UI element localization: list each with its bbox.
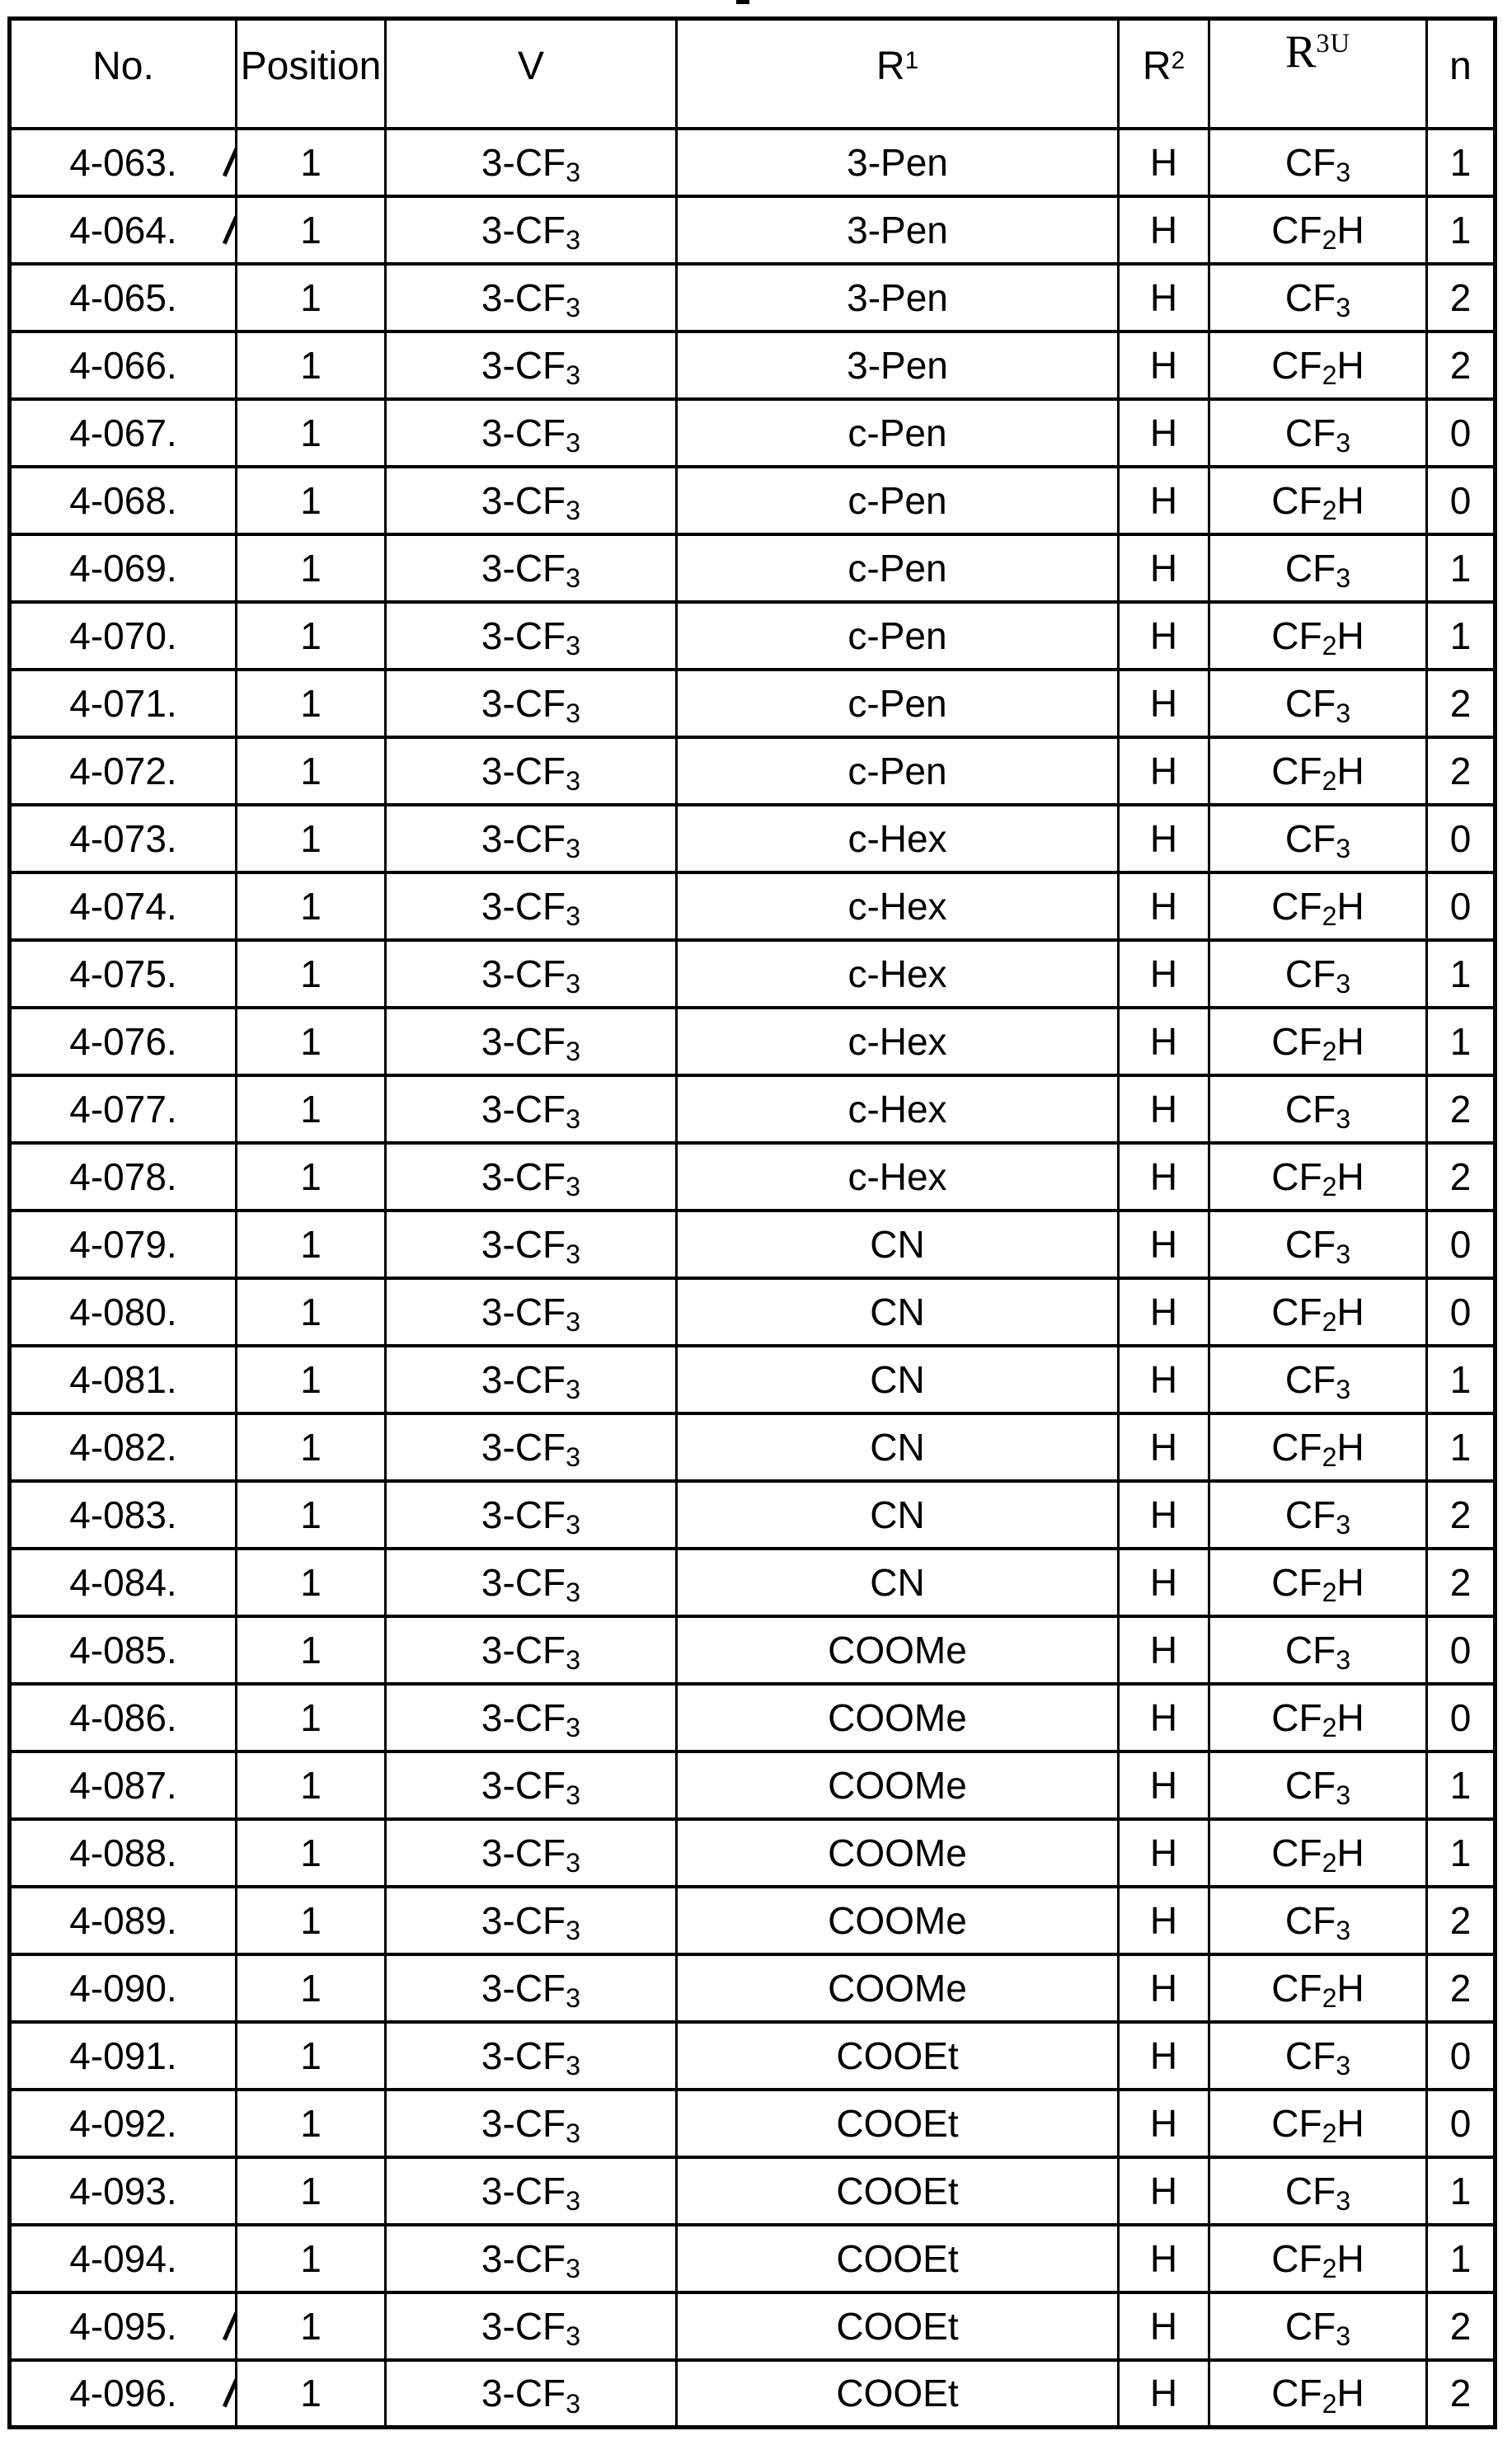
cell-r1: 3-Pen xyxy=(677,196,1119,264)
cell-r3u: $CF_2H$ xyxy=(1209,196,1427,264)
cell-n: 0 xyxy=(1427,2090,1496,2157)
cell-r3u: $CF_3$ xyxy=(1209,2292,1427,2360)
column-header-r3u: $R^{3U}$ xyxy=(1209,19,1427,129)
cell-no: 4-089. xyxy=(10,1887,237,1954)
cell-n: 0 xyxy=(1427,1684,1496,1751)
cell-r2: H xyxy=(1119,1954,1209,2022)
cell-r1: c-Hex xyxy=(677,1143,1119,1211)
cell-r3u: $CF_3$ xyxy=(1209,264,1427,331)
cell-no: 4-085. xyxy=(10,1616,237,1684)
cell-position: 1 xyxy=(237,2292,386,2360)
cell-position: 1 xyxy=(237,670,386,737)
cell-v: $3-CF_3$ xyxy=(386,331,677,399)
table-row xyxy=(10,1346,1496,1413)
cell-no: 4-082. xyxy=(10,1413,237,1481)
cell-r3u: $CF_2H$ xyxy=(1209,872,1427,940)
cell-r2: H xyxy=(1119,1819,1209,1887)
table-row xyxy=(10,670,1496,737)
cell-r2: H xyxy=(1119,737,1209,805)
table-row xyxy=(10,805,1496,872)
cell-no: 4-083. xyxy=(10,1481,237,1549)
cell-no: 4-068. xyxy=(10,467,237,534)
scan-tick-mark xyxy=(223,148,237,176)
cell-v: $3-CF_3$ xyxy=(386,1549,677,1616)
cell-r1: c-Hex xyxy=(677,1008,1119,1075)
cell-n: 2 xyxy=(1427,2292,1496,2360)
cell-r2: H xyxy=(1119,2292,1209,2360)
cell-position: 1 xyxy=(237,1616,386,1684)
cell-r1: COOEt xyxy=(677,2090,1119,2157)
cell-r2: H xyxy=(1119,940,1209,1008)
cell-r2: H xyxy=(1119,1346,1209,1413)
cell-no: 4-066. xyxy=(10,331,237,399)
scan-tick-mark xyxy=(223,2311,237,2340)
cell-n: 1 xyxy=(1427,1346,1496,1413)
cell-n: 0 xyxy=(1427,2022,1496,2090)
cell-r3u: $CF_3$ xyxy=(1209,399,1427,467)
cell-r1: c-Pen xyxy=(677,670,1119,737)
cell-v: $3-CF_3$ xyxy=(386,2022,677,2090)
cell-r1: 3-Pen xyxy=(677,264,1119,331)
cell-position: 1 xyxy=(237,940,386,1008)
cell-r2: H xyxy=(1119,1751,1209,1819)
cell-r1: c-Pen xyxy=(677,534,1119,602)
cell-n: 1 xyxy=(1427,1819,1496,1887)
column-header-no: No. xyxy=(10,19,237,129)
cell-no: 4-081. xyxy=(10,1346,237,1413)
cell-r2: H xyxy=(1119,602,1209,670)
cell-r2: H xyxy=(1119,196,1209,264)
cell-r1: COOMe xyxy=(677,1819,1119,1887)
cell-no: 4-096. xyxy=(10,2360,237,2428)
cell-r3u: $CF_2H$ xyxy=(1209,1143,1427,1211)
cell-v: $3-CF_3$ xyxy=(386,1143,677,1211)
table-header-row xyxy=(10,19,1496,129)
cell-r1: 3-Pen xyxy=(677,129,1119,196)
cell-position: 1 xyxy=(237,1278,386,1346)
cell-r3u: $CF_2H$ xyxy=(1209,1954,1427,2022)
cell-r2: H xyxy=(1119,2157,1209,2225)
cell-v: $3-CF_3$ xyxy=(386,1008,677,1075)
table-row xyxy=(10,1887,1496,1954)
cell-no: 4-086. xyxy=(10,1684,237,1751)
cell-no: 4-092. xyxy=(10,2090,237,2157)
cell-r2: H xyxy=(1119,331,1209,399)
cell-r2: H xyxy=(1119,1143,1209,1211)
cell-no: 4-080. xyxy=(10,1278,237,1346)
cell-no: 4-076. xyxy=(10,1008,237,1075)
cell-no: 4-088. xyxy=(10,1819,237,1887)
table-row xyxy=(10,1413,1496,1481)
cell-v: $3-CF_3$ xyxy=(386,1481,677,1549)
cell-n: 1 xyxy=(1427,940,1496,1008)
cell-n: 2 xyxy=(1427,1887,1496,1954)
cell-n: 1 xyxy=(1427,1751,1496,1819)
cell-r2: H xyxy=(1119,2022,1209,2090)
cell-v: $3-CF_3$ xyxy=(386,399,677,467)
cell-r1: COOMe xyxy=(677,1616,1119,1684)
cell-no: 4-075. xyxy=(10,940,237,1008)
cell-r3u: $CF_3$ xyxy=(1209,1616,1427,1684)
cell-position: 1 xyxy=(237,1143,386,1211)
cell-v: $3-CF_3$ xyxy=(386,2225,677,2292)
cell-n: 0 xyxy=(1427,872,1496,940)
cell-v: $3-CF_3$ xyxy=(386,940,677,1008)
cell-v: $3-CF_3$ xyxy=(386,872,677,940)
compound-table xyxy=(7,16,1497,2429)
cell-v: $3-CF_3$ xyxy=(386,1887,677,1954)
cell-r2: H xyxy=(1119,805,1209,872)
cell-n: 1 xyxy=(1427,1413,1496,1481)
cell-no: 4-087. xyxy=(10,1751,237,1819)
cell-position: 1 xyxy=(237,196,386,264)
table-row xyxy=(10,1211,1496,1278)
cell-v: $3-CF_3$ xyxy=(386,1413,677,1481)
cell-n: 0 xyxy=(1427,1616,1496,1684)
cell-r3u: $CF_2H$ xyxy=(1209,467,1427,534)
cell-r2: H xyxy=(1119,467,1209,534)
cell-v: $3-CF_3$ xyxy=(386,534,677,602)
cell-r3u: $CF_2H$ xyxy=(1209,331,1427,399)
cell-r2: H xyxy=(1119,534,1209,602)
table-row xyxy=(10,1278,1496,1346)
table-row xyxy=(10,331,1496,399)
cell-r1: COOMe xyxy=(677,1887,1119,1954)
cell-r2: H xyxy=(1119,1075,1209,1143)
cell-r2: H xyxy=(1119,670,1209,737)
cell-r2: H xyxy=(1119,264,1209,331)
cell-r3u: $CF_3$ xyxy=(1209,1751,1427,1819)
cell-n: 2 xyxy=(1427,1143,1496,1211)
cell-v: $3-CF_3$ xyxy=(386,737,677,805)
cell-position: 1 xyxy=(237,129,386,196)
cell-no: 4-071. xyxy=(10,670,237,737)
column-header-position: Position xyxy=(237,19,386,129)
cell-position: 1 xyxy=(237,602,386,670)
cell-no: 4-077. xyxy=(10,1075,237,1143)
table-row xyxy=(10,1684,1496,1751)
cell-position: 1 xyxy=(237,1549,386,1616)
table-row xyxy=(10,1008,1496,1075)
cell-position: 1 xyxy=(237,1211,386,1278)
cell-no: 4-070. xyxy=(10,602,237,670)
cell-position: 1 xyxy=(237,1481,386,1549)
cell-r3u: $CF_3$ xyxy=(1209,534,1427,602)
cell-n: 1 xyxy=(1427,129,1496,196)
cell-r3u: $CF_2H$ xyxy=(1209,1008,1427,1075)
cell-v: $3-CF_3$ xyxy=(386,1346,677,1413)
cell-r1: COOEt xyxy=(677,2225,1119,2292)
cell-v: $3-CF_3$ xyxy=(386,1751,677,1819)
cell-v: $3-CF_3$ xyxy=(386,1684,677,1751)
cell-r3u: $CF_2H$ xyxy=(1209,2090,1427,2157)
table-row xyxy=(10,737,1496,805)
table-row xyxy=(10,2090,1496,2157)
table-row xyxy=(10,196,1496,264)
cell-r1: CN xyxy=(677,1278,1119,1346)
cell-r1: c-Pen xyxy=(677,737,1119,805)
cell-v: $3-CF_3$ xyxy=(386,2157,677,2225)
cell-r3u: $CF_3$ xyxy=(1209,805,1427,872)
cell-position: 1 xyxy=(237,2157,386,2225)
cell-no: 4-091. xyxy=(10,2022,237,2090)
cell-r1: COOMe xyxy=(677,1954,1119,2022)
cell-r1: COOEt xyxy=(677,2022,1119,2090)
cell-position: 1 xyxy=(237,1075,386,1143)
cell-n: 2 xyxy=(1427,1481,1496,1549)
cell-r3u: $CF_2H$ xyxy=(1209,1549,1427,1616)
cell-r1: c-Hex xyxy=(677,872,1119,940)
table-row xyxy=(10,2157,1496,2225)
cell-no: 4-065. xyxy=(10,264,237,331)
cell-v: $3-CF_3$ xyxy=(386,1819,677,1887)
cell-r2: H xyxy=(1119,399,1209,467)
table-row xyxy=(10,1751,1496,1819)
cell-r3u: $CF_3$ xyxy=(1209,670,1427,737)
column-header-v: V xyxy=(386,19,677,129)
cell-n: 2 xyxy=(1427,331,1496,399)
cell-r1: CN xyxy=(677,1211,1119,1278)
cell-n: 0 xyxy=(1427,1278,1496,1346)
cell-v: $3-CF_3$ xyxy=(386,670,677,737)
cell-r2: H xyxy=(1119,1008,1209,1075)
cell-no: 4-090. xyxy=(10,1954,237,2022)
cell-position: 1 xyxy=(237,1954,386,2022)
cell-n: 0 xyxy=(1427,467,1496,534)
cell-n: 0 xyxy=(1427,1211,1496,1278)
table-row xyxy=(10,2022,1496,2090)
cell-r2: H xyxy=(1119,2090,1209,2157)
cell-v: $3-CF_3$ xyxy=(386,602,677,670)
cell-r1: c-Pen xyxy=(677,399,1119,467)
table-row xyxy=(10,264,1496,331)
cell-r3u: $CF_2H$ xyxy=(1209,1819,1427,1887)
column-header-r2: $R^2$ xyxy=(1119,19,1209,129)
table-row xyxy=(10,1481,1496,1549)
cell-v: $3-CF_3$ xyxy=(386,2090,677,2157)
cell-no: 4-079. xyxy=(10,1211,237,1278)
cell-r3u: $CF_3$ xyxy=(1209,2022,1427,2090)
cell-position: 1 xyxy=(237,2360,386,2428)
cell-r3u: $CF_3$ xyxy=(1209,1481,1427,1549)
cell-position: 1 xyxy=(237,2225,386,2292)
cell-r3u: $CF_2H$ xyxy=(1209,1278,1427,1346)
scan-tick-mark xyxy=(223,215,237,244)
cell-r1: CN xyxy=(677,1549,1119,1616)
table-row xyxy=(10,2292,1496,2360)
table-row xyxy=(10,602,1496,670)
cell-r3u: $CF_2H$ xyxy=(1209,1413,1427,1481)
cell-position: 1 xyxy=(237,264,386,331)
table-row xyxy=(10,1616,1496,1684)
cell-v: $3-CF_3$ xyxy=(386,805,677,872)
cell-position: 1 xyxy=(237,872,386,940)
cell-v: $3-CF_3$ xyxy=(386,1075,677,1143)
cell-v: $3-CF_3$ xyxy=(386,1954,677,2022)
cell-r2: H xyxy=(1119,1413,1209,1481)
cell-n: 2 xyxy=(1427,2360,1496,2428)
cell-position: 1 xyxy=(237,467,386,534)
cell-r2: H xyxy=(1119,1481,1209,1549)
cell-r2: H xyxy=(1119,2225,1209,2292)
cell-no: 4-067. xyxy=(10,399,237,467)
cell-no: 4-073. xyxy=(10,805,237,872)
cell-no: 4-095. xyxy=(10,2292,237,2360)
cell-position: 1 xyxy=(237,1887,386,1954)
cell-r2: H xyxy=(1119,1887,1209,1954)
table-row xyxy=(10,467,1496,534)
table-row xyxy=(10,534,1496,602)
cell-r1: c-Hex xyxy=(677,1075,1119,1143)
cell-r1: c-Hex xyxy=(677,805,1119,872)
cell-r1: CN xyxy=(677,1346,1119,1413)
cell-r3u: $CF_2H$ xyxy=(1209,737,1427,805)
cell-no: 4-064. xyxy=(10,196,237,264)
cell-position: 1 xyxy=(237,1413,386,1481)
cell-r3u: $CF_2H$ xyxy=(1209,2225,1427,2292)
cell-v: $3-CF_3$ xyxy=(386,264,677,331)
cell-n: 2 xyxy=(1427,670,1496,737)
cell-r1: COOEt xyxy=(677,2292,1119,2360)
cell-r1: c-Pen xyxy=(677,602,1119,670)
cell-r3u: $CF_3$ xyxy=(1209,1887,1427,1954)
cell-position: 1 xyxy=(237,737,386,805)
table-row xyxy=(10,2225,1496,2292)
cell-position: 1 xyxy=(237,2022,386,2090)
cell-v: $3-CF_3$ xyxy=(386,2292,677,2360)
cell-r2: H xyxy=(1119,129,1209,196)
cell-r3u: $CF_3$ xyxy=(1209,1211,1427,1278)
table-row xyxy=(10,1143,1496,1211)
cell-no: 4-084. xyxy=(10,1549,237,1616)
cell-r2: H xyxy=(1119,1549,1209,1616)
table-row xyxy=(10,1819,1496,1887)
column-header-n: n xyxy=(1427,19,1496,129)
cell-n: 2 xyxy=(1427,264,1496,331)
cell-n: 2 xyxy=(1427,737,1496,805)
table-row xyxy=(10,1075,1496,1143)
cell-n: 1 xyxy=(1427,2157,1496,2225)
table-row xyxy=(10,872,1496,940)
cell-position: 1 xyxy=(237,534,386,602)
cell-n: 0 xyxy=(1427,805,1496,872)
cell-r1: 3-Pen xyxy=(677,331,1119,399)
cell-r1: c-Pen xyxy=(677,467,1119,534)
table-row xyxy=(10,1549,1496,1616)
cell-no: 4-063. xyxy=(10,129,237,196)
cell-n: 1 xyxy=(1427,534,1496,602)
cell-r2: H xyxy=(1119,872,1209,940)
cell-v: $3-CF_3$ xyxy=(386,2360,677,2428)
cell-n: 2 xyxy=(1427,1954,1496,2022)
cell-v: $3-CF_3$ xyxy=(386,1211,677,1278)
scan-tick-mark xyxy=(223,2379,237,2408)
cell-r1: c-Hex xyxy=(677,940,1119,1008)
cell-r3u: $CF_2H$ xyxy=(1209,602,1427,670)
cell-n: 1 xyxy=(1427,1008,1496,1075)
table-row xyxy=(10,940,1496,1008)
cell-r3u: $CF_3$ xyxy=(1209,940,1427,1008)
table-row xyxy=(10,2360,1496,2428)
cell-r3u: $CF_3$ xyxy=(1209,129,1427,196)
cell-no: 4-094. xyxy=(10,2225,237,2292)
cell-r3u: $CF_2H$ xyxy=(1209,2360,1427,2428)
cell-r1: COOEt xyxy=(677,2360,1119,2428)
cell-position: 1 xyxy=(237,1008,386,1075)
cell-no: 4-078. xyxy=(10,1143,237,1211)
cell-no: 4-093. xyxy=(10,2157,237,2225)
cell-r2: H xyxy=(1119,1278,1209,1346)
cell-r1: COOMe xyxy=(677,1751,1119,1819)
cell-r2: H xyxy=(1119,1616,1209,1684)
cell-no: 4-072. xyxy=(10,737,237,805)
cell-position: 1 xyxy=(237,2090,386,2157)
cell-position: 1 xyxy=(237,1346,386,1413)
cell-position: 1 xyxy=(237,331,386,399)
cell-r2: H xyxy=(1119,1684,1209,1751)
cell-r3u: $CF_2H$ xyxy=(1209,1684,1427,1751)
cell-r1: CN xyxy=(677,1481,1119,1549)
page-edge-artifact xyxy=(736,0,749,4)
cell-position: 1 xyxy=(237,1819,386,1887)
cell-n: 0 xyxy=(1427,399,1496,467)
cell-r3u: $CF_3$ xyxy=(1209,2157,1427,2225)
cell-v: $3-CF_3$ xyxy=(386,467,677,534)
cell-n: 1 xyxy=(1427,602,1496,670)
cell-n: 2 xyxy=(1427,1549,1496,1616)
cell-v: $3-CF_3$ xyxy=(386,129,677,196)
cell-r1: CN xyxy=(677,1413,1119,1481)
table-row xyxy=(10,1954,1496,2022)
cell-position: 1 xyxy=(237,399,386,467)
cell-v: $3-CF_3$ xyxy=(386,1616,677,1684)
cell-position: 1 xyxy=(237,805,386,872)
table-row xyxy=(10,129,1496,196)
cell-r1: COOMe xyxy=(677,1684,1119,1751)
table-row xyxy=(10,399,1496,467)
cell-r1: COOEt xyxy=(677,2157,1119,2225)
cell-r3u: $CF_3$ xyxy=(1209,1075,1427,1143)
column-header-r1: $R^1$ xyxy=(677,19,1119,129)
cell-position: 1 xyxy=(237,1684,386,1751)
cell-r2: H xyxy=(1119,1211,1209,1278)
cell-v: $3-CF_3$ xyxy=(386,196,677,264)
cell-v: $3-CF_3$ xyxy=(386,1278,677,1346)
cell-no: 4-069. xyxy=(10,534,237,602)
cell-position: 1 xyxy=(237,1751,386,1819)
cell-r2: H xyxy=(1119,2360,1209,2428)
cell-n: 1 xyxy=(1427,2225,1496,2292)
cell-n: 2 xyxy=(1427,1075,1496,1143)
cell-r3u: $CF_3$ xyxy=(1209,1346,1427,1413)
cell-no: 4-074. xyxy=(10,872,237,940)
cell-n: 1 xyxy=(1427,196,1496,264)
